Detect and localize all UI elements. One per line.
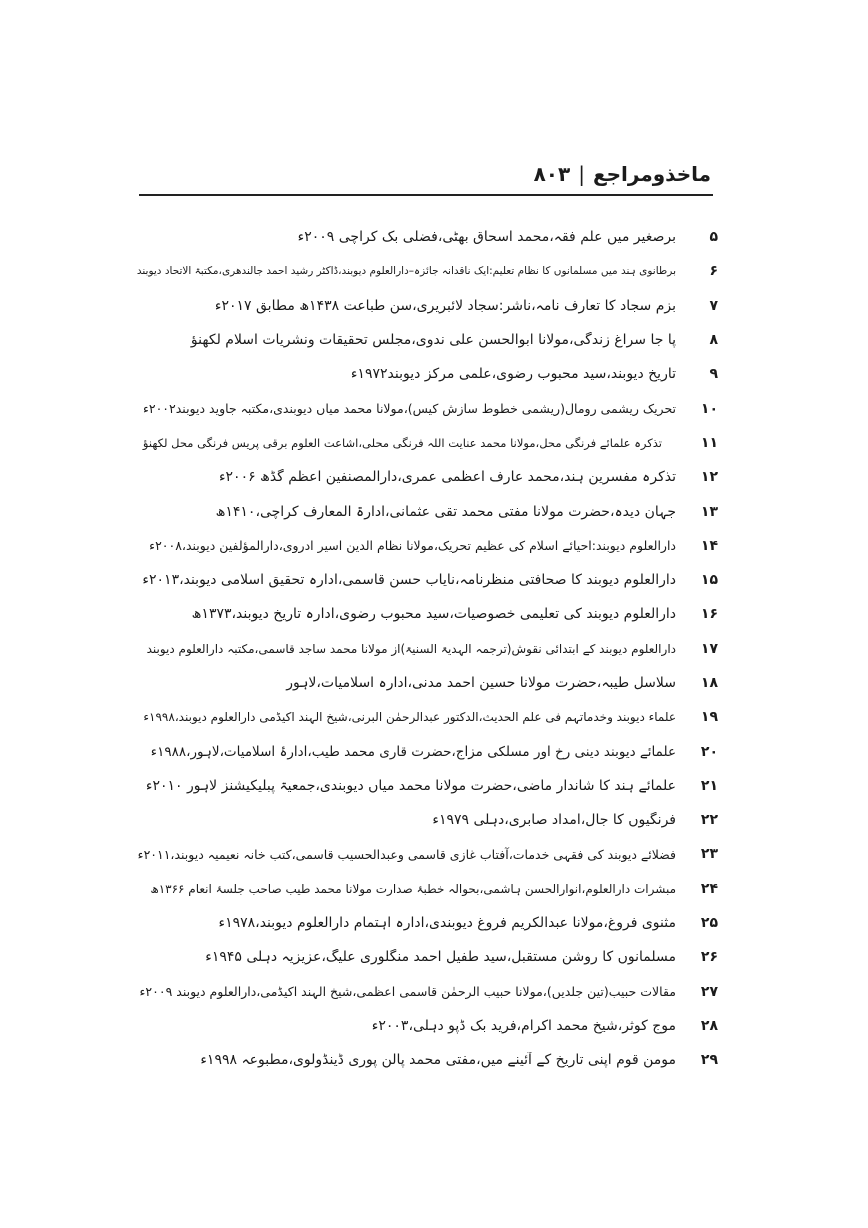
chapter-title: ماخذومراجع [592,162,711,186]
bibliography-entry [133,872,718,906]
entry-text: بزم سجاد کا تعارف نامہ،ناشر:سجاد لائبریری،سن طباعت ۱۴۳۸ھ مطابق ۲۰۱۷ء [214,297,676,314]
entry-number: ۸ [709,332,718,349]
entry-text: علماء دیوبند وخدماتہم فی علم الحدیث،الدکتور عبدالرحمٰن البرنی،شیخ الہند اکیڈمی دارالعلوم دیوبند،۱۹۹۸ء [143,710,676,725]
entry-text: مسلمانوں کا روشن مستقبل،سید طفیل احمد منگلوری علیگ،عزیزیہ دہلی ۱۹۴۵ء [205,949,676,966]
header-rule [139,194,713,196]
bibliography-entry [133,1043,718,1077]
entry-text: دارالعلوم دیوبند:احیائے اسلام کی عظیم تحریک،مولانا نظام الدین اسیر ادروی،دارالمؤلفین دیوبند،۲۰۰۸ء [149,538,676,554]
running-head [534,160,711,188]
bibliography-entry [133,700,718,734]
entry-text: موج کوثر،شیخ محمد اکرام،فرید بک ڈپو دہلی،۲۰۰۳ء [371,1017,676,1034]
entry-number: ۲۰ [700,743,718,760]
bibliography-entry [133,1009,718,1043]
entry-number: ۱۸ [700,675,718,691]
bibliography-entry [133,597,718,631]
bibliography-entry [133,460,718,494]
entry-text: پا جا سراغ زندگی،مولانا ابوالحسن علی ندوی،مجلس تحقیقات ونشریات اسلام لکھنؤ [190,332,676,349]
entry-text: علمائے دیوبند دینی رخ اور مسلکی مزاج،حضرت قاری محمد طیب،ادارۂ اسلامیات،لاہور،۱۹۸۸ء [150,743,676,760]
entry-number: ۱۶ [700,606,718,623]
entry-number: ۲۶ [700,949,718,966]
entry-text: فضلائے دیوبند کی فقہی خدمات،آفتاب غازی قاسمی وعبدالحسیب قاسمی،کتب خانہ نعیمیہ دیوبند،۲۰۱۱ء [137,846,676,862]
entry-number: ۲۲ [700,812,718,829]
entry-number: ۹ [709,366,718,383]
bibliography-entry [133,563,718,597]
entry-number: ۱۷ [700,640,718,657]
entry-text: تحریک ریشمی رومال(ریشمی خطوط سازش کیس)،مولانا محمد میاں دیوبندی،مکتبہ جاوید دیوبند۲۰۰۲ء [142,401,676,417]
entry-text: دارالعلوم دیوبند کا صحافتی منظرنامہ،نایاب حسن قاسمی،ادارہ تحقیق اسلامی دیوبند،۲۰۱۳ء [142,572,676,589]
bibliography-entry [133,323,718,357]
bibliography-entry [133,837,718,871]
entry-text: فرنگیوں کا جال،امداد صابری،دہلی ۱۹۷۹ء [432,812,676,829]
entry-number: ۲۷ [700,983,718,1000]
entry-text: علمائے ہند کا شاندار ماضی،حضرت مولانا محمد میاں دیوبندی،جمعیۃ پبلیکیشنز لاہور ۲۰۱۰ء [145,777,676,794]
entry-text: دارالعلوم دیوبند کے ابتدائی نقوش(ترجمہ الہدیۃ السنیۃ)از مولانا محمد ساجد قاسمی،مکتبہ دارالعلوم دیوبند [146,641,676,656]
bibliography-entry [133,734,718,768]
bibliography-entry [133,357,718,391]
bibliography-entry [133,632,718,666]
entry-number: ۵ [709,229,718,246]
bibliography-entry [133,289,718,323]
entry-text: جہان دیدہ،حضرت مولانا مفتی محمد تقی عثمانی،ادارۃ المعارف کراچی،۱۴۱۰ھ [215,503,676,520]
entry-number: ۱۳ [700,503,718,520]
entry-number: ۱۰ [700,400,718,417]
entry-number: ۲۱ [700,777,718,794]
bibliography-entry [133,391,718,425]
entry-number: ۲۸ [700,1017,718,1034]
bibliography-entry [133,254,718,288]
bibliography-entry [133,769,718,803]
bibliography-entry [133,940,718,974]
bibliography-entry [133,529,718,563]
bibliography-entry [133,906,718,940]
bibliography-entry [133,220,718,254]
entry-number: ۷ [709,297,718,314]
bibliography-entry [133,426,718,460]
entry-text: سلاسل طیبہ،حضرت مولانا حسین احمد مدنی،ادارہ اسلامیات،لاہور [286,675,676,691]
entry-number: ۱۴ [700,537,718,554]
bibliography-entry [133,666,718,700]
entry-text: تذکرہ علمائے فرنگی محل،مولانا محمد عنایت اللہ فرنگی محلی،اشاعت العلوم برقی پریس فرنگی محل لکھنؤ [142,435,662,450]
entry-number: ۲۴ [700,880,718,897]
entry-number: ۱۹ [700,709,718,726]
entry-text: دارالعلوم دیوبند کی تعلیمی خصوصیات،سید محبوب رضوی،ادارہ تاریخ دیوبند،۱۳۷۳ھ [191,606,676,623]
entry-number: ۱۲ [700,469,718,486]
entry-number: ۲۹ [700,1052,718,1069]
entry-text: برطانوی ہند میں مسلمانوں کا نظام تعلیم:ایک ناقدانہ جائزہ–دارالعلوم دیوبند،ڈاکٹر رشید احمد جالندھری،مکتبۃ الاتحاد دیوبند [136,265,676,278]
entry-text: تذکرہ مفسرین ہند،محمد عارف اعظمی عمری،دارالمصنفین اعظم گڈھ ۲۰۰۶ء [218,469,676,486]
entry-text: مبشرات دارالعلوم،انوارالحسن ہاشمی،بحوالہ خطبۂ صدارت مولانا محمد طیب صاحب جلسۂ انعام ۱۳۶۶ھ [150,881,676,896]
entry-number: ۱۱ [700,434,718,451]
bibliography-entry [133,494,718,528]
entry-text: تاریخ دیوبند،سید محبوب رضوی،علمی مرکز دیوبند۱۹۷۲ء [350,366,676,383]
entry-number: ۶ [709,263,718,280]
entry-number: ۱۵ [700,572,718,589]
bibliography-entry [133,803,718,837]
header-separator: | [578,162,585,186]
entry-text: مقالات حبیب(تین جلدیں)،مولانا حبیب الرحمٰن قاسمی اعظمی،شیخ الہند اکیڈمی،دارالعلوم دیوبند ۲۰۰۹ء [139,984,676,1000]
entry-text: برصغیر میں علم فقہ،محمد اسحاق بھٹی،فضلی بک کراچی ۲۰۰۹ء [297,229,676,246]
entry-number: ۲۵ [700,915,718,932]
bibliography-entry [133,975,718,1009]
bibliography-list [133,220,718,1077]
entry-text: مثنوی فروغ،مولانا عبدالکریم فروغ دیوبندی،ادارہ اہتمام دارالعلوم دیوبند،۱۹۷۸ء [218,915,676,932]
entry-text: مومن قوم اپنی تاریخ کے آئینے میں،مفتی محمد پالن پوری ڈینڈولوی،مطبوعہ ۱۹۹۸ء [200,1052,676,1069]
page-number: ۸۰۳ [533,162,571,186]
entry-number: ۲۳ [700,846,718,863]
